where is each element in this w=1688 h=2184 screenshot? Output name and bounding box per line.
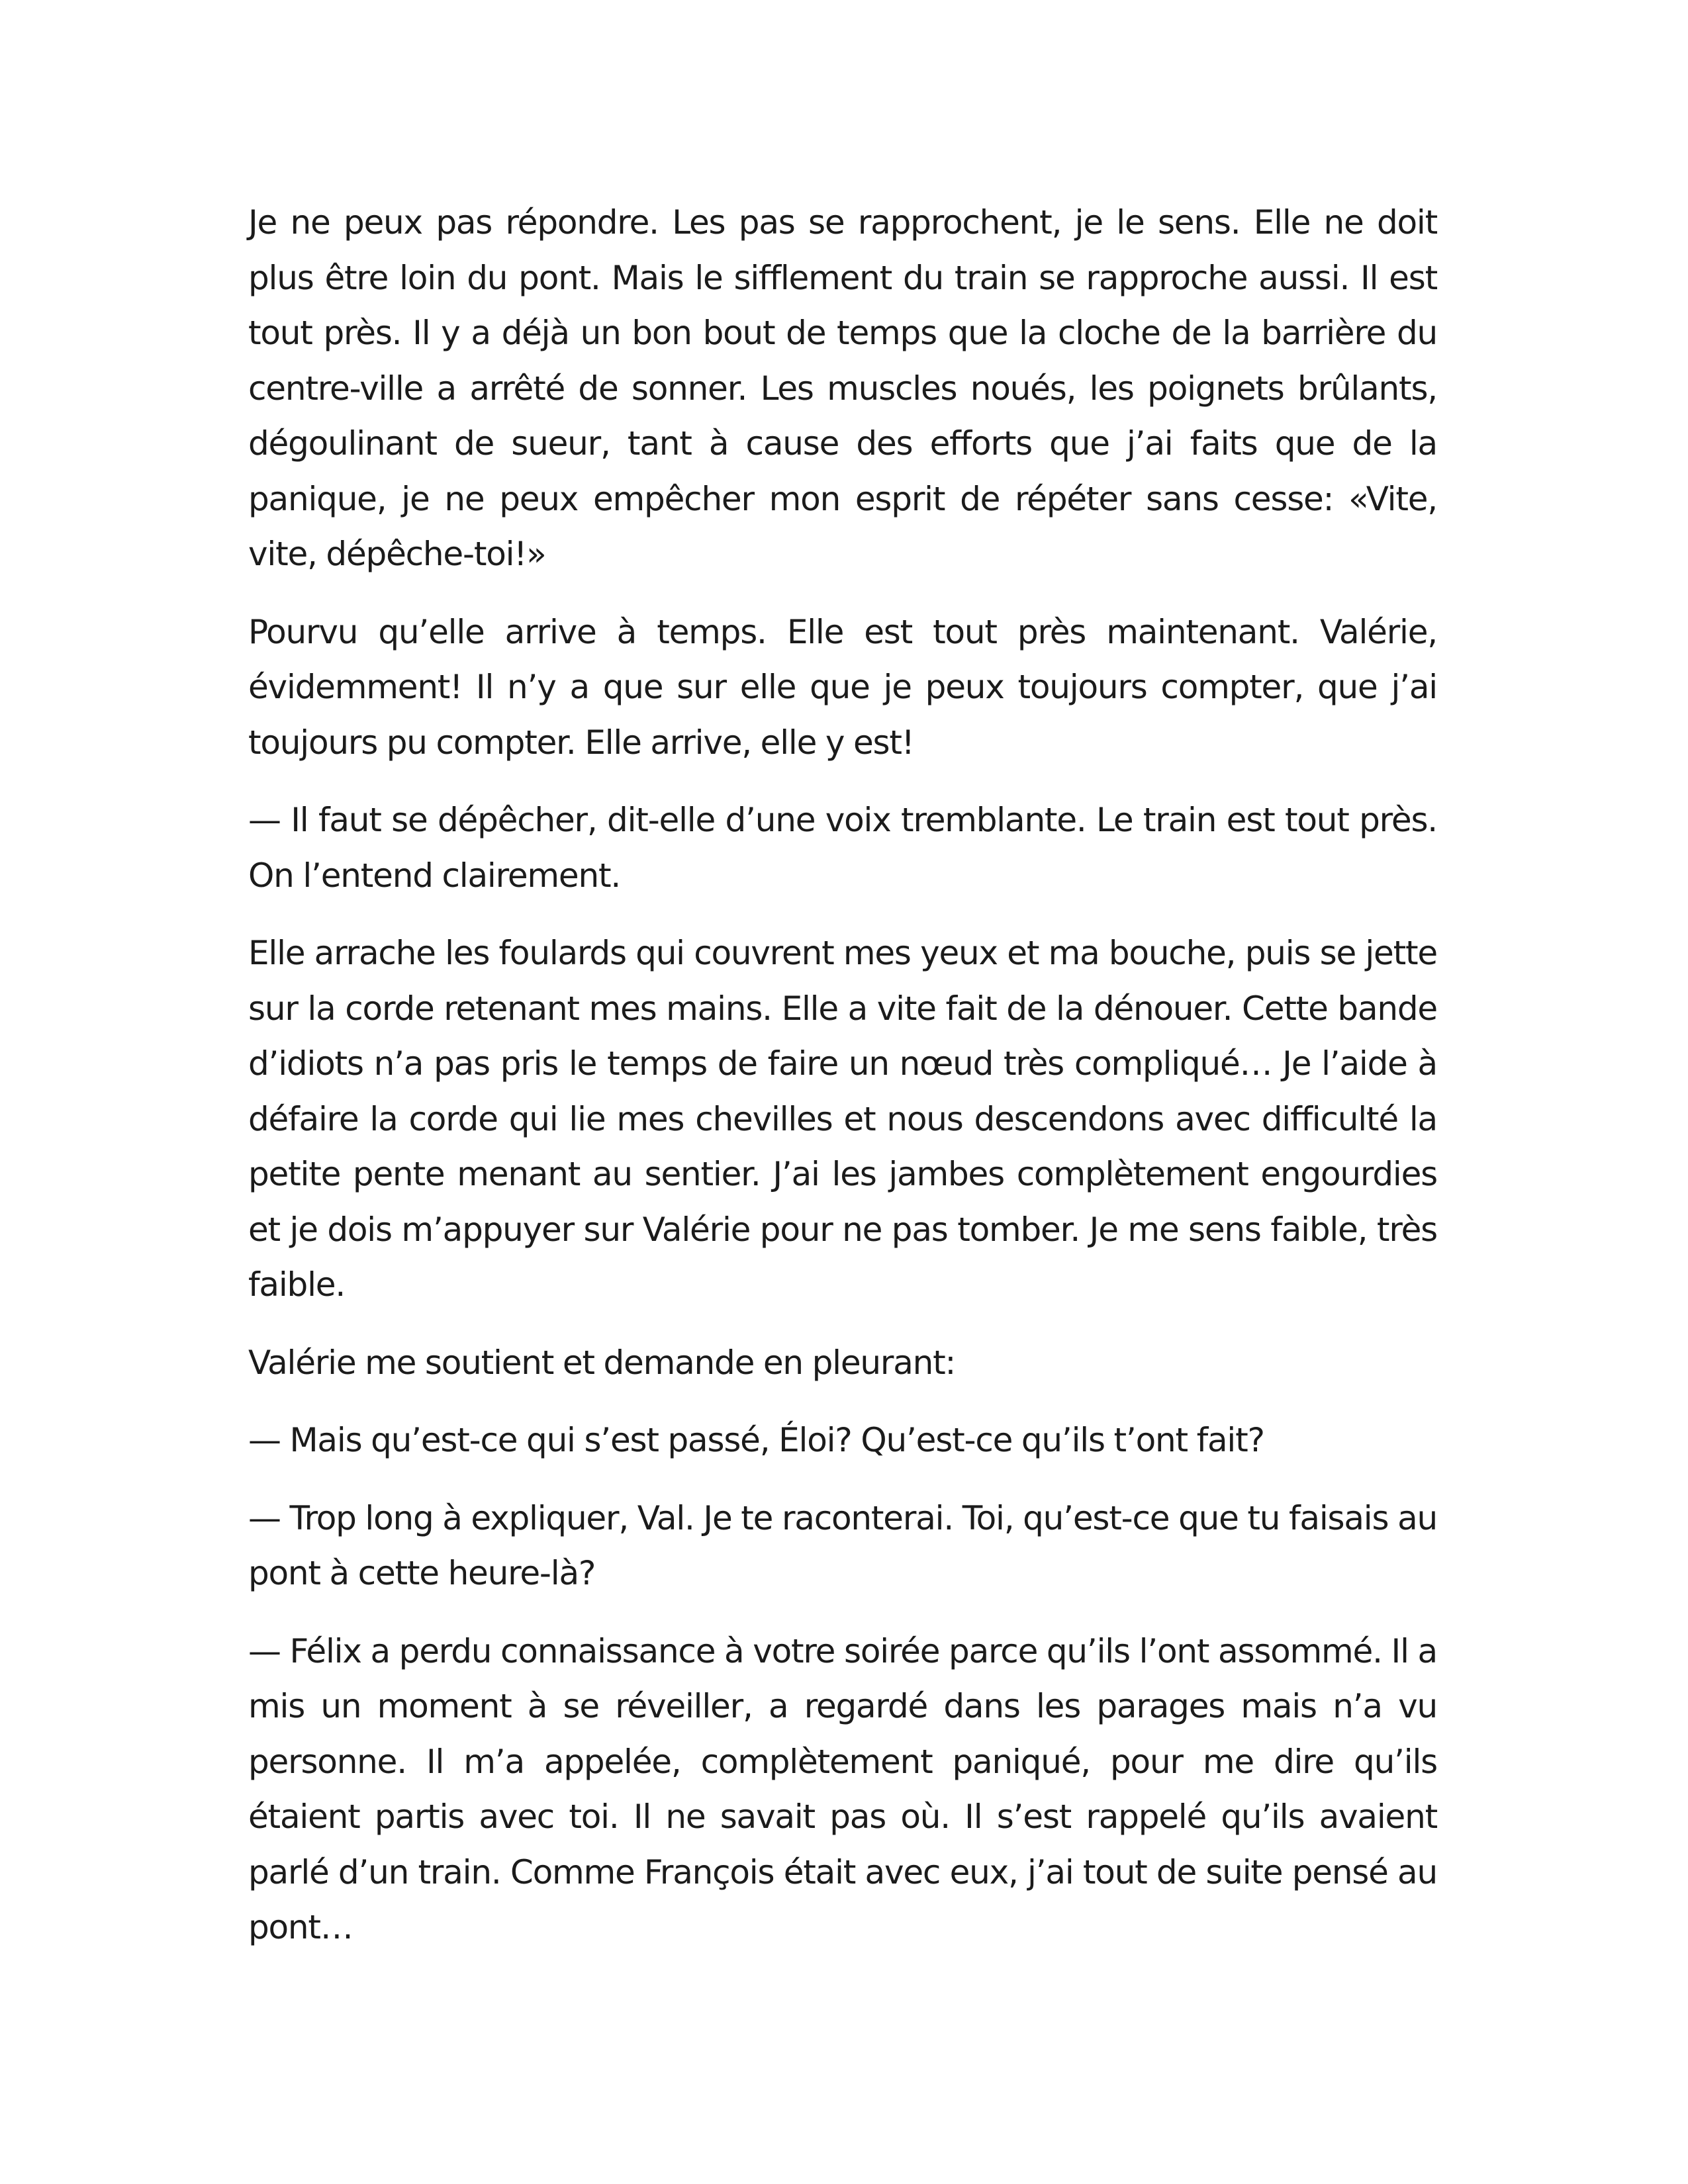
dialogue-paragraph: — Félix a perdu connaissance à votre soirée parce qu’ils l’ont assommé. Il a mis un moment à se réveiller, a regardé dans les parages mais n’a vu personne. Il m’a appelée, complètement paniqué, pour me dire qu’ils étaient partis avec toi. Il ne savait pas où. Il s’est rappelé qu’ils avaient parlé d’un train. Comme François était avec eux, j’ai tout de suite pensé au pont… bbox=[248, 1631, 1437, 1946]
dialogue-paragraph: — Trop long à expliquer, Val. Je te raconterai. Toi, qu’est-ce que tu faisais au pont à cette heure-là? bbox=[248, 1498, 1437, 1592]
paragraph: Valérie me soutient et demande en pleurant: bbox=[248, 1343, 956, 1382]
paragraph: Je ne peux pas répondre. Les pas se rapprochent, je le sens. Elle ne doit plus être loin du pont. Mais le sifflement du train se rapproche aussi. Il est tout près. Il y a déjà un bon bout de temps que la cloche de la barrière du centre-ville a arrêté de sonner. Les muscles noués, les poignets brûlants, dégoulinant de sueur, tant à cause des efforts que j’ai faits que de la panique, je ne peux empêcher mon esprit de répéter sans cesse: «Vite, vite, dépêche-toi!» bbox=[248, 203, 1437, 573]
dialogue-paragraph: — Il faut se dépêcher, dit-elle d’une voix tremblante. Le train est tout près. On l’entend clairement. bbox=[248, 801, 1437, 895]
paragraph: Elle arrache les foulards qui couvrent mes yeux et ma bouche, puis se jette sur la corde retenant mes mains. Elle a vite fait de la dénouer. Cette bande d’idiots n’a pas pris le temps de faire un nœud très compliqué… Je l’aide à défaire la corde qui lie mes chevilles et nous descendons avec difficulté la petite pente menant au sentier. J’ai les jambes complètement engourdies et je dois m’appuyer sur Valérie pour ne pas tomber. Je me sens faible, très faible. bbox=[248, 934, 1437, 1304]
dialogue-paragraph: — Mais qu’est-ce qui s’est passé, Éloi? Qu’est-ce qu’ils t’ont fait? bbox=[248, 1421, 1264, 1459]
paragraph: Pourvu qu’elle arrive à temps. Elle est tout près maintenant. Valérie, évidemment! Il n’y a que sur elle que je peux toujours compter, que j’ai toujours pu compter. Elle arrive, elle y est! bbox=[248, 612, 1437, 762]
body-text bbox=[248, 195, 1437, 1978]
